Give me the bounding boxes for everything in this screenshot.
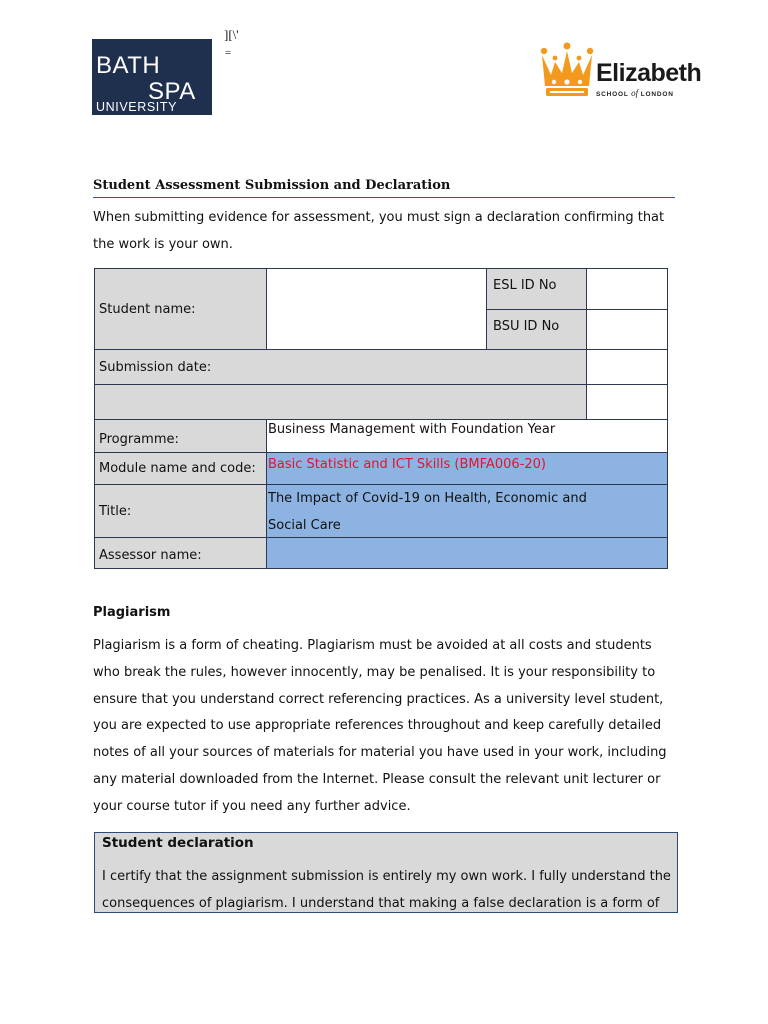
module-label: Module name and code:: [94, 452, 267, 485]
programme-field[interactable]: Business Management with Foundation Year: [266, 419, 668, 453]
blank-grey-row: [94, 384, 587, 420]
student-declaration-box: [94, 832, 678, 913]
esl-sub-school: SCHOOL: [596, 91, 629, 98]
assessor-label: Assessor name:: [94, 537, 267, 569]
title-field[interactable]: The Impact of Covid-19 on Health, Economic and Social Care: [266, 484, 668, 538]
esl-id-field[interactable]: [586, 268, 668, 310]
bsu-logo-line1: BATH: [96, 52, 161, 79]
title-label: Title:: [94, 484, 267, 538]
bsu-logo-line2: SPA: [148, 78, 196, 105]
submission-date-label: Submission date:: [94, 349, 587, 385]
bsu-id-label: BSU ID No: [486, 309, 587, 350]
programme-label: Programme:: [94, 419, 267, 453]
crown-icon: [540, 42, 594, 100]
student-name-field[interactable]: [266, 268, 487, 350]
student-name-label: Student name:: [94, 268, 267, 350]
blank-field[interactable]: [586, 384, 668, 420]
declaration-text: I certify that the assignment submission is entirely my own work. I fully understand the consequences of plagiarism. I understand that making a false declaration is a form of: [102, 869, 671, 911]
submission-date-field[interactable]: [586, 349, 668, 385]
assessor-field[interactable]: [266, 537, 668, 569]
submission-form-table: [94, 268, 668, 569]
module-field[interactable]: Basic Statistic and ICT Skills (BMFA006-20): [266, 452, 668, 485]
bsu-logo-line3: UNIVERSITY: [96, 100, 178, 114]
plagiarism-heading: Plagiarism: [93, 605, 171, 620]
declaration-heading: Student declaration: [102, 835, 254, 851]
intro-paragraph: When submitting evidence for assessment, you must sign a declaration confirming that the work is your own.: [93, 210, 665, 252]
stray-text-1: ][\': [224, 27, 239, 42]
bath-spa-university-logo: [92, 39, 212, 115]
elizabeth-logo-name: Elizabeth: [596, 59, 702, 87]
esl-sub-of: of: [631, 88, 639, 98]
esl-id-label: ESL ID No: [486, 268, 587, 310]
page-title: Student Assessment Submission and Declaration: [93, 178, 675, 198]
bsu-id-field[interactable]: [586, 309, 668, 350]
esl-sub-london: LONDON: [640, 91, 674, 98]
elizabeth-logo-subtitle: [596, 88, 674, 98]
plagiarism-paragraph: Plagiarism is a form of cheating. Plagiarism must be avoided at all costs and students who break the rules, however innocently, may be penalised. It is your responsibility to ensure that you understand correct referencing practices. As a university level student, you are expected to use appropriate references throughout and keep carefully detailed notes of all your sources of materials for material you have used in your work, including any material downloaded from the Internet. Please consult the relevant unit lecturer or your course tutor if you need any further advice.: [93, 638, 667, 814]
stray-text-2: =: [225, 47, 232, 59]
